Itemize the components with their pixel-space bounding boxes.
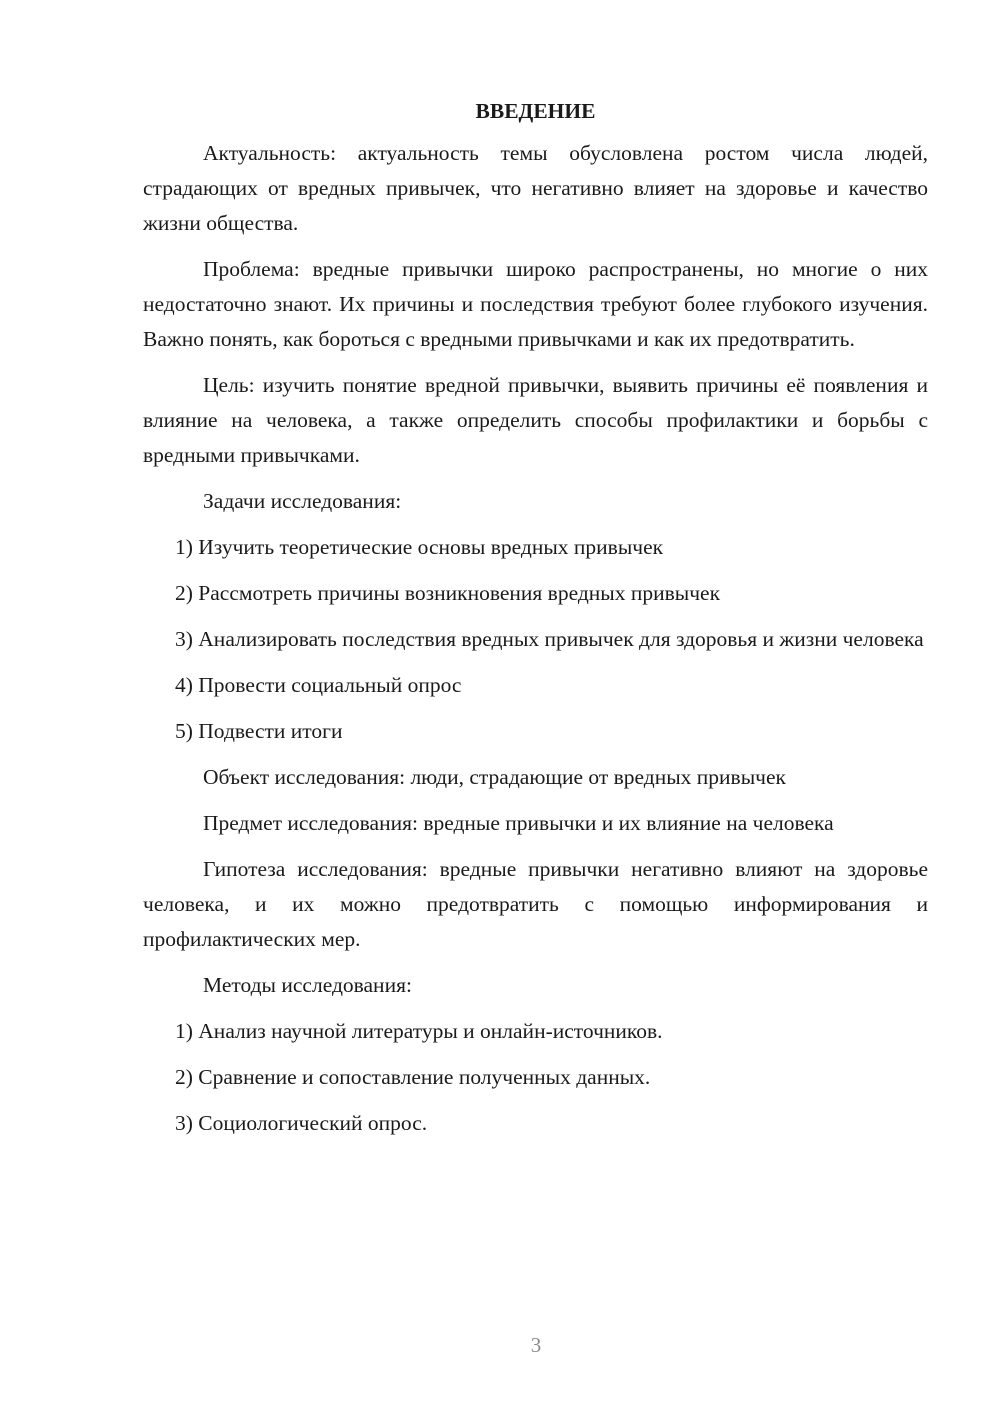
relevance-paragraph: Актуальность: актуальность темы обусловлена ростом числа людей, страдающих от вредных привычек, что негативно влияет на здоровье и качество жизни общества. xyxy=(143,141,928,235)
goal-paragraph: Цель: изучить понятие вредной привычки, выявить причины её появления и влияние на человека, а также определить способы профилактики и борьбы с вредными привычками. xyxy=(143,373,928,467)
method-item: 1) Анализ научной литературы и онлайн-источников. xyxy=(175,1019,663,1043)
task-item: 2) Рассмотреть причины возникновения вредных привычек xyxy=(175,581,721,605)
object-paragraph: Объект исследования: люди, страдающие от вредных привычек xyxy=(203,765,786,789)
method-item: 3) Социологический опрос. xyxy=(175,1111,428,1135)
method-item: 2) Сравнение и сопоставление полученных данных. xyxy=(175,1065,651,1089)
subject-paragraph: Предмет исследования: вредные привычки и их влияние на человека xyxy=(203,811,834,835)
tasks-heading: Задачи исследования: xyxy=(203,489,402,513)
problem-paragraph: Проблема: вредные привычки широко распространены, но многие о них недостаточно знают. Их причины и последствия требуют более глубокого изучения. Важно понять, как бороться с вредными привычками и как их предотвратить. xyxy=(143,257,928,351)
task-item: 3) Анализировать последствия вредных привычек для здоровья и жизни человека xyxy=(175,627,924,651)
page-number: 3 xyxy=(530,1333,542,1357)
task-item: 5) Подвести итоги xyxy=(175,719,343,743)
task-item: 1) Изучить теоретические основы вредных привычек xyxy=(175,535,664,559)
section-title: ВВЕДЕНИЕ xyxy=(475,99,596,123)
document-page xyxy=(143,96,928,1152)
hypothesis-paragraph: Гипотеза исследования: вредные привычки негативно влияют на здоровье человека, и их можно предотвратить с помощью информирования и профилактических мер. xyxy=(143,857,928,951)
methods-heading: Методы исследования: xyxy=(203,973,412,997)
task-item: 4) Провести социальный опрос xyxy=(175,673,462,697)
